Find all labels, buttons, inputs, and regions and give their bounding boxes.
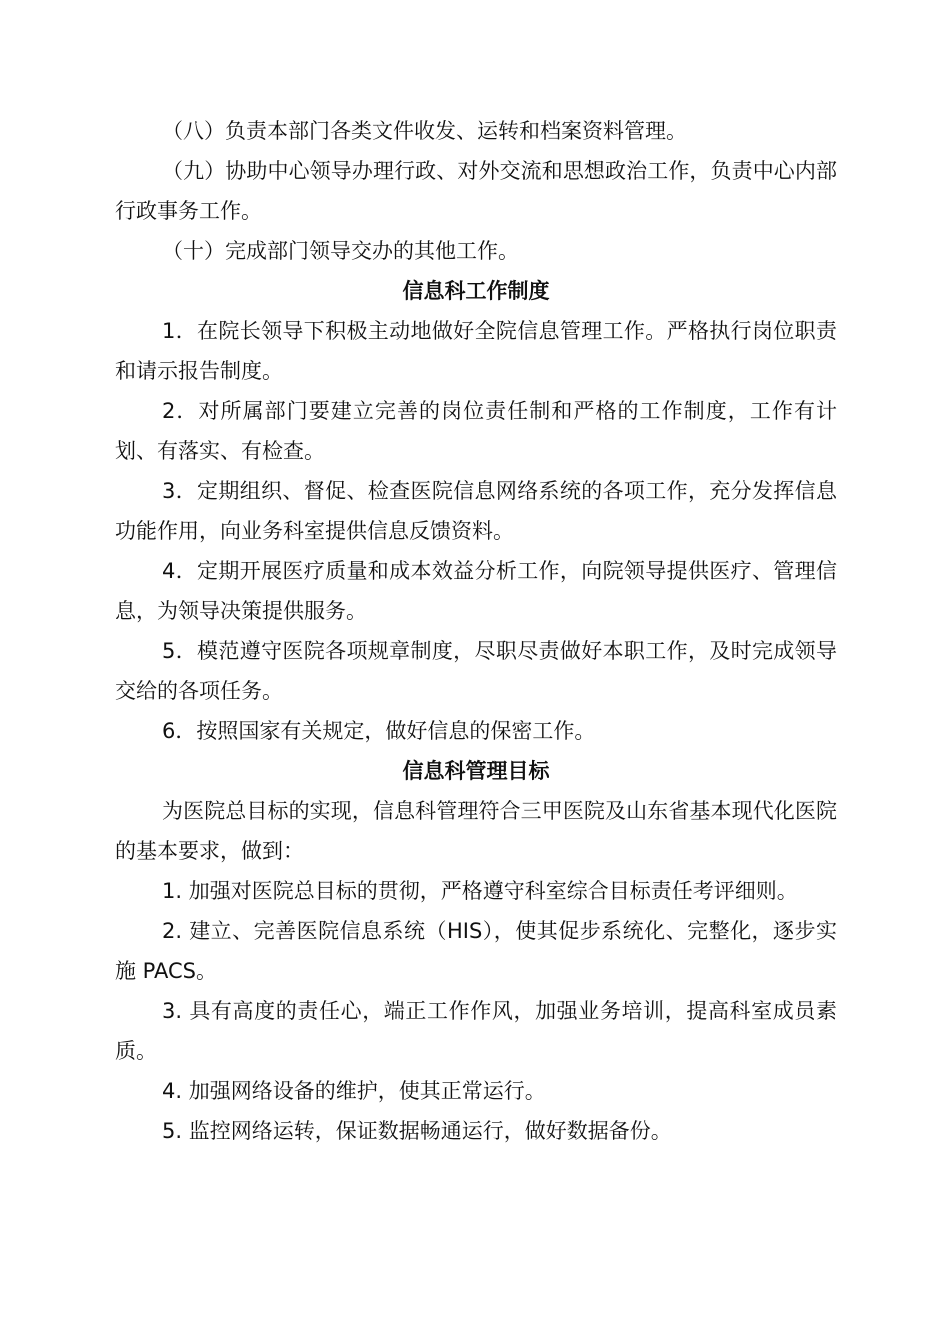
work-rule-item-5: 5．模范遵守医院各项规章制度，尽职尽责做好本职工作，及时完成领导交给的各项任务。 — [115, 639, 837, 703]
work-rules-heading: 信息科工作制度 — [402, 279, 550, 303]
duty-item-9: （九）协助中心领导办理行政、对外交流和思想政治工作，负责中心内部行政事务工作。 — [115, 159, 837, 223]
goal-item-3: 3. 具有高度的责任心，端正工作作风，加强业务培训，提高科室成员素质。 — [115, 999, 837, 1063]
duty-item-10: （十）完成部门领导交办的其他工作。 — [162, 239, 519, 263]
goal-item-2: 2. 建立、完善医院信息系统（HIS），使其促步系统化、完整化，逐步实施 PACS。 — [115, 919, 837, 983]
work-rule-item-2: 2．对所属部门要建立完善的岗位责任制和严格的工作制度，工作有计划、有落实、有检查。 — [115, 399, 837, 463]
management-goals-heading: 信息科管理目标 — [402, 759, 550, 783]
document-body — [115, 111, 837, 1151]
goal-item-5: 5. 监控网络运转，保证数据畅通运行，做好数据备份。 — [162, 1119, 672, 1143]
work-rule-item-3: 3．定期组织、督促、检查医院信息网络系统的各项工作，充分发挥信息功能作用，向业务科室提供信息反馈资料。 — [115, 479, 837, 543]
work-rule-item-4: 4．定期开展医疗质量和成本效益分析工作，向院领导提供医疗、管理信息，为领导决策提供服务。 — [115, 559, 837, 623]
goal-item-4: 4. 加强网络设备的维护，使其正常运行。 — [162, 1079, 546, 1103]
work-rule-item-6: 6．按照国家有关规定，做好信息的保密工作。 — [162, 719, 596, 743]
duty-item-8: （八）负责本部门各类文件收发、运转和档案资料管理。 — [162, 119, 687, 143]
management-goals-intro: 为医院总目标的实现，信息科管理符合三甲医院及山东省基本现代化医院的基本要求，做到： — [115, 799, 837, 863]
goal-item-1: 1. 加强对医院总目标的贯彻，严格遵守科室综合目标责任考评细则。 — [162, 879, 798, 903]
work-rule-item-1: 1．在院长领导下积极主动地做好全院信息管理工作。严格执行岗位职责和请示报告制度。 — [115, 319, 837, 383]
